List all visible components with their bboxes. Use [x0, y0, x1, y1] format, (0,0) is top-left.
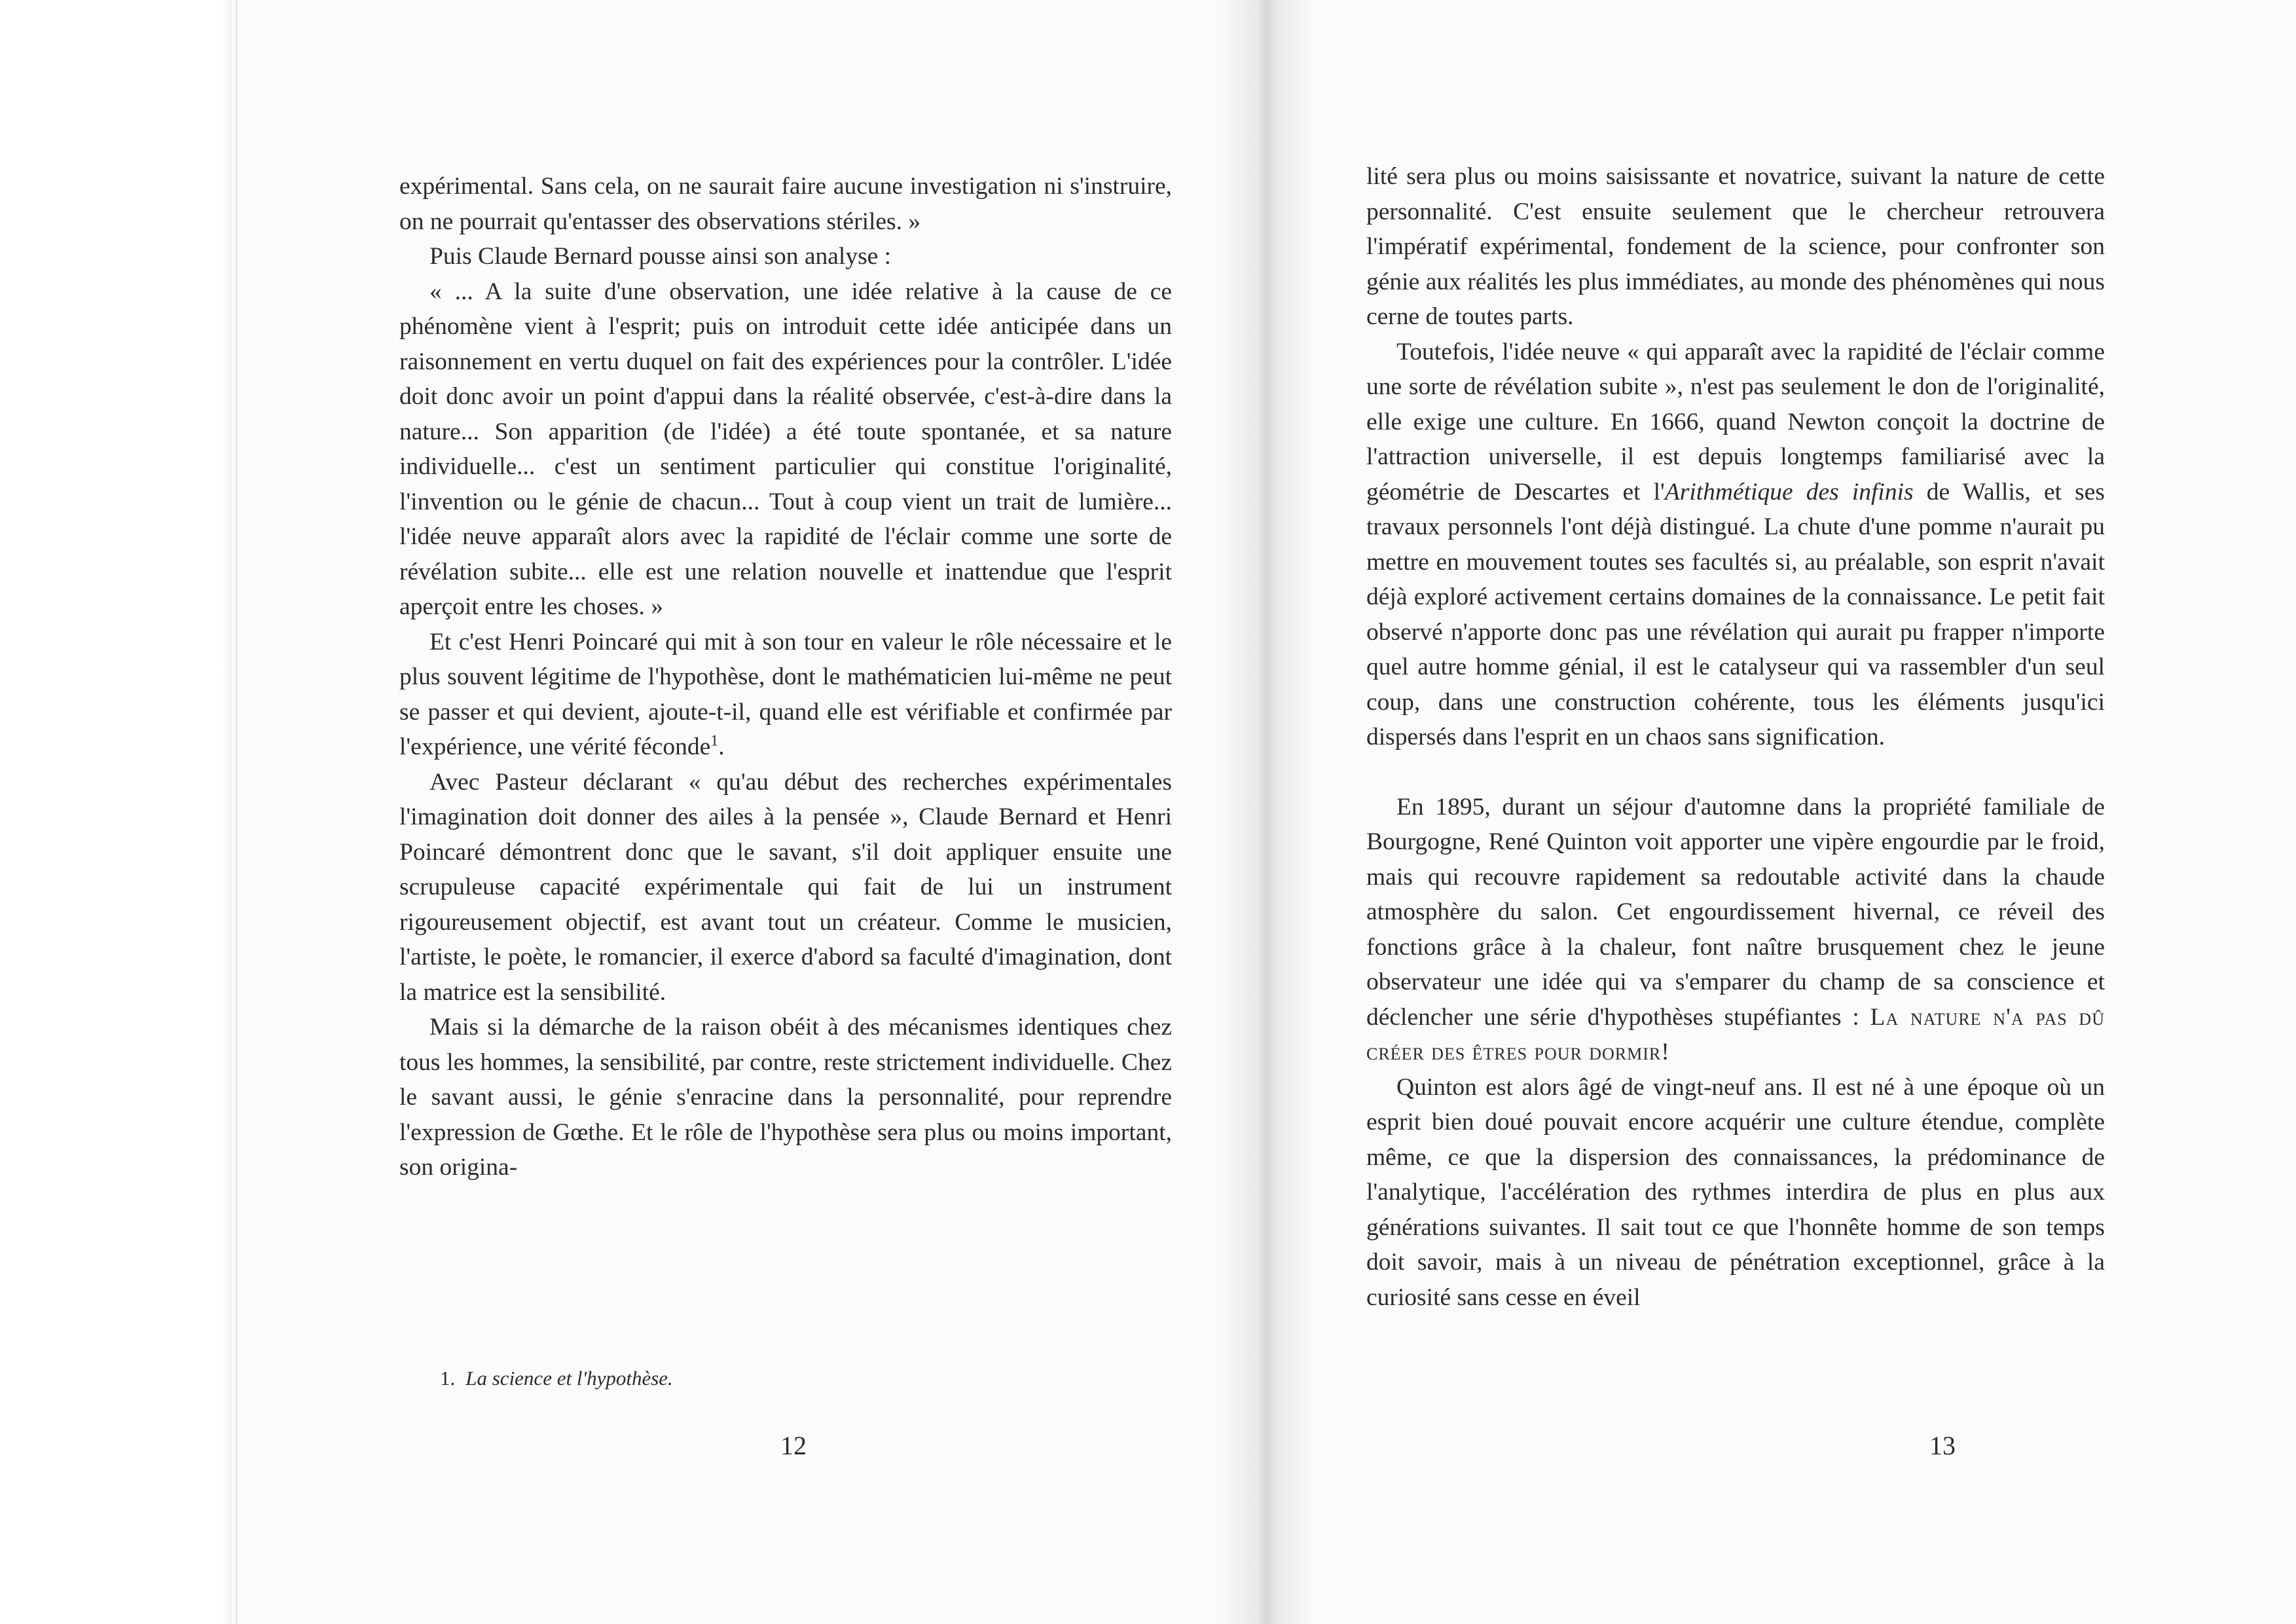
quotation-paragraph: « ... A la suite d'une observation, une idée relative à la cause de ce phénomène vient à l'esprit; puis on introduit cette idée anticipée dans un raisonnement en vertu duquel on fait des expériences pour la contrôler. L'idée doit donc avoir un point d'appui dans la réalité observée, c'est-à-dire dans la nature... Son apparition (de l'idée) a été toute spontanée, et sa nature individuelle... c'est un sentiment particulier qui constitue l'originalité, l'invention ou le génie de chacun... Tout à coup vient un trait de lumière... l'idée neuve apparaît alors avec la rapidité de l'éclair comme une sorte de révélation subite... elle est une relation nouvelle et inattendue que l'esprit aperçoit entre les choses. »: [399, 278, 1172, 620]
emphasized-statement: La nature n'a pas dû créer des êtres pour dormir!: [1366, 1003, 2105, 1065]
paragraph: lité sera plus ou moins saisissante et novatrice, suivant la nature de cette personnalité. C'est ensuite seulement que le chercheur retrouvera l'impératif expérimental, fondement de la science, pour confronter son génie aux réalités les plus immédiates, au monde des phénomènes qui nous cerne de toutes parts.: [1366, 163, 2105, 330]
page-number: 13: [1929, 1431, 1956, 1460]
footnote-number: 1.: [440, 1367, 456, 1390]
paragraph: Quinton est alors âgé de vingt-neuf ans. Il est né à une époque où un esprit bien doué pouvait encore acquérir une culture étendue, complète même, ce que la dispersion des connaissances, la prédominance de l'analytique, l'accélération des rythmes interdira de plus en plus aux générations suivantes. Il sait tout ce que l'honnête homme de son temps doit savoir, mais à un niveau de pénétration exceptionnel, grâce à la curiosité sans cesse en éveil: [1366, 1073, 2105, 1311]
paragraph-text: de Wallis, et ses travaux personnels l'ont déjà distingué. La chute d'une pomme n'aurait pu mettre en mouvement toutes ses facultés si, au préalable, son esprit n'avait déjà exploré activement certains domaines de la connaissance. Le petit fait observé n'apporte donc pas une révélation qui aurait pu frapper n'importe quel autre homme génial, il est le catalyseur qui va rassembler d'un seul coup, dans une construction cohérente, tous les éléments jusqu'ici dispersés dans l'esprit en un chaos sans signification.: [1366, 478, 2105, 750]
paragraph: Mais si la démarche de la raison obéit à des mécanismes identiques chez tous les hommes, la sensibilité, par contre, reste strictement individuelle. Chez le savant aussi, le génie s'enracine dans la personnalité, pour reprendre l'expression de Gœthe. Et le rôle de l'hypothèse sera plus ou moins important, son origina-: [399, 1014, 1172, 1181]
left-page: [236, 0, 1268, 1624]
page-number: 12: [780, 1431, 807, 1460]
paragraph-text: Et c'est Henri Poincaré qui mit à son tour en valeur le rôle nécessaire et le plus souvent légitime de l'hypothèse, dont le mathématicien lui-même ne peut se passer et qui devient, ajoute-t-il, quand elle est vérifiable et confirmée par l'expérience, une vérité féconde: [399, 628, 1172, 760]
footnote: [440, 1365, 898, 1392]
right-page-text: [1366, 159, 2105, 1315]
left-page-text: [399, 169, 1172, 1185]
paragraph: Avec Pasteur déclarant « qu'au début des recherches expérimentales l'imagination doit donner des ailes à la pensée », Claude Bernard et Henri Poincaré démontrent donc que le savant, s'il doit appliquer ensuite une scrupuleuse capacité expérimentale qui fait de lui un instrument rigoureusement objectif, est avant tout un créateur. Comme le musicien, l'artiste, le poète, le romancier, il exerce d'abord sa faculté d'imagination, dont la matrice est la sensibilité.: [399, 768, 1172, 1006]
paragraph-text: Toutefois, l'idée neuve « qui apparaît avec la rapidité de l'éclair comme une sorte de révélation subite », n'est pas seulement le don de l'originalité, elle exige une culture. En 1666, quand Newton conçoit la doctrine de l'attraction universelle, il est depuis longtemps familiarisé avec la géométrie de Descartes et l': [1366, 338, 2105, 506]
book-gutter: [1218, 0, 1316, 1624]
footnote-marker-tail: .: [718, 733, 725, 760]
footnote-marker: 1: [710, 732, 719, 750]
paragraph: [1366, 335, 2105, 755]
scan-margin: [0, 0, 236, 1624]
book-title: Arithmétique des infinis: [1664, 478, 1914, 506]
paragraph: expérimental. Sans cela, on ne saurait faire aucune investigation ni s'instruire, on ne pourrait qu'entasser des observations stériles. »: [399, 173, 1172, 235]
paragraph: Puis Claude Bernard pousse ainsi son analyse :: [429, 243, 892, 270]
paragraph-text: En 1895, durant un séjour d'automne dans la propriété familiale de Bourgogne, René Quinton voit apporter une vipère engourdie par le froid, mais qui recouvre rapidement sa redoutable activité dans la chaude atmosphère du salon. Cet engourdissement hivernal, ce réveil des fonctions grâce à la chaleur, font naître brusquement chez le jeune observateur une idée qui va s'emparer du champ de sa conscience et déclencher une série d'hypothèses stupéfiantes :: [1366, 793, 2105, 1031]
paragraph: [1366, 790, 2105, 1070]
paragraph: [399, 625, 1172, 765]
footnote-text: La science et l'hypothèse.: [465, 1367, 673, 1390]
right-page: [1267, 0, 2296, 1624]
